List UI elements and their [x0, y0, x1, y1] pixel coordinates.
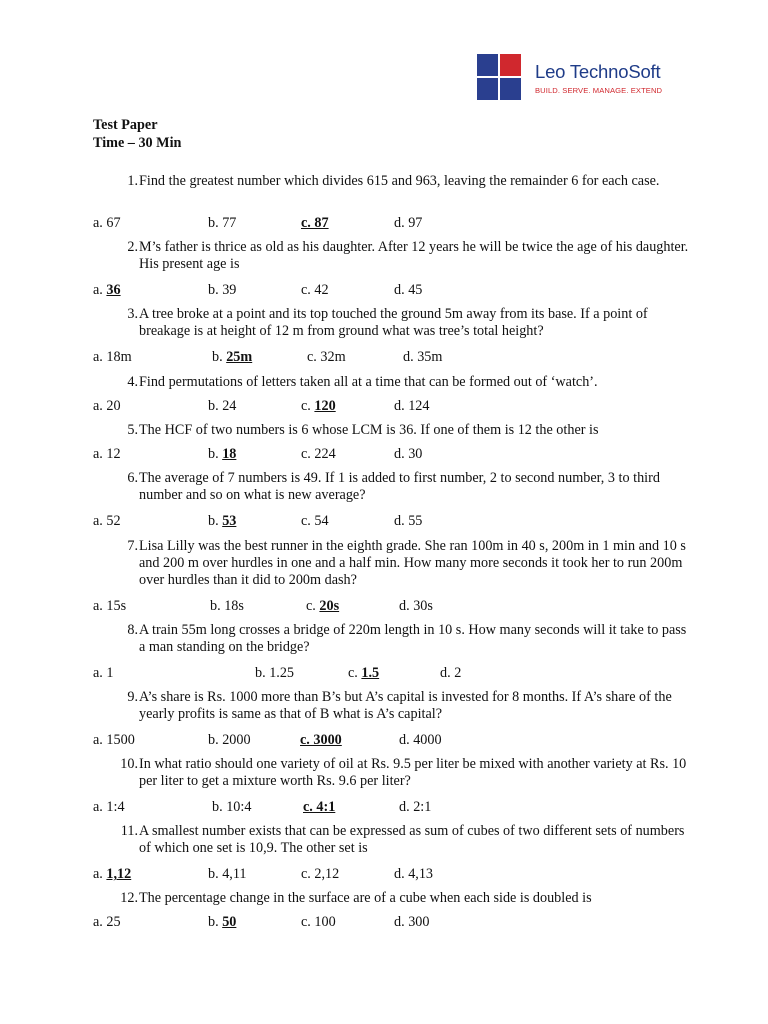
option-c: c. 1.5 — [348, 665, 380, 681]
correct-answer: 120 — [314, 398, 336, 414]
correct-answer: 1.5 — [361, 665, 380, 681]
question-3 — [114, 306, 694, 340]
question-text: The percentage change in the surface are of a cube when each side is doubled is — [139, 890, 592, 906]
question-number: 3. — [127, 306, 138, 322]
paper-time-limit: Time – 30 Min — [93, 135, 182, 151]
option-a: a. 15s — [93, 598, 127, 614]
question-number: 4. — [127, 374, 138, 390]
correct-answer: 50 — [222, 914, 237, 930]
correct-answer: 25m — [226, 349, 253, 365]
option-a: a. 18m — [93, 349, 132, 365]
option-d: d. 2:1 — [399, 799, 432, 815]
option-a: a. 52 — [93, 513, 121, 529]
option-d: d. 2 — [440, 665, 462, 681]
option-c — [301, 215, 329, 232]
correct-answer: 1,12 — [106, 866, 132, 882]
option-a: a. 1 — [93, 665, 114, 681]
option-c: c. 120 — [301, 398, 336, 414]
option-d: d. 124 — [394, 398, 430, 414]
option-b: b. 39 — [208, 282, 237, 298]
option-c: c. 42 — [301, 282, 329, 298]
option-a: a. 20 — [93, 398, 121, 414]
question-text: A’s share is Rs. 1000 more than B’s but A’s capital is invested for 8 months. If A’s share of the yearly profits is same as that of B what is A’s capital? — [139, 689, 672, 722]
option-c — [300, 732, 342, 749]
option-b: b. 18 — [208, 446, 237, 462]
question-2 — [114, 239, 694, 273]
option-d: d. 30 — [394, 446, 423, 462]
option-a: a. 36 — [93, 282, 121, 298]
logo-company-name: Leo TechnoSoft — [535, 61, 661, 82]
option-a: a. 1:4 — [93, 799, 125, 815]
option-b: b. 4,11 — [208, 866, 247, 882]
question-4 — [114, 374, 694, 391]
question-text: Find permutations of letters taken all at a time that can be formed out of ‘watch’. — [139, 374, 598, 390]
option-d: d. 35m — [403, 349, 443, 365]
question-5 — [114, 422, 694, 439]
option-d: d. 55 — [394, 513, 423, 529]
option-c: c. 100 — [301, 914, 336, 930]
question-text: A train 55m long crosses a bridge of 220m length in 10 s. How many seconds will it take to pass a man standing on the bridge? — [139, 622, 687, 655]
question-number: 1. — [127, 173, 138, 189]
option-b: b. 77 — [208, 215, 237, 231]
correct-answer: c. 4:1 — [303, 799, 336, 815]
option-c — [303, 799, 335, 816]
paper-title: Test Paper — [93, 117, 158, 133]
question-9 — [114, 689, 694, 723]
correct-answer: c. 87 — [301, 215, 329, 231]
option-a: a. 1500 — [93, 732, 135, 748]
correct-answer: 18 — [222, 446, 237, 462]
option-b: b. 10:4 — [212, 799, 252, 815]
option-d: d. 97 — [394, 215, 423, 231]
option-d: d. 45 — [394, 282, 423, 298]
question-11 — [114, 823, 694, 857]
option-b: b. 1.25 — [255, 665, 295, 681]
question-number: 5. — [127, 422, 138, 438]
question-number: 10. — [120, 756, 138, 772]
question-text: Find the greatest number which divides 615 and 963, leaving the remainder 6 for each case. — [139, 173, 660, 189]
question-12 — [114, 890, 694, 907]
option-b: b. 2000 — [208, 732, 251, 748]
question-text: In what ratio should one variety of oil at Rs. 9.5 per liter be mixed with another variety at Rs. 10 per liter to get a mixture worth Rs. 9.6 per liter? — [139, 756, 687, 789]
question-text: The average of 7 numbers is 49. If 1 is added to first number, 2 to second number, 3 to third number and so on what is new average? — [139, 470, 660, 503]
question-text: Lisa Lilly was the best runner in the eighth grade. She ran 100m in 40 s, 200m in 1 min and 10 s and 200 m over hurdles in one and a half min. How many more seconds it took her to run 200m over hurdles than it did to 200m dash? — [139, 538, 686, 588]
question-text: M’s father is thrice as old as his daughter. After 12 years he will be twice the age of his daughter. His present age is — [139, 239, 689, 272]
question-number: 12. — [120, 890, 138, 906]
question-6 — [114, 470, 694, 504]
question-number: 9. — [127, 689, 138, 705]
option-d: d. 4000 — [399, 732, 442, 748]
question-number: 11. — [120, 823, 138, 839]
logo-tagline: BUILD. SERVE. MANAGE. EXTEND — [535, 86, 663, 95]
company-logo — [477, 54, 677, 104]
option-b: b. 53 — [208, 513, 237, 529]
question-number: 6. — [127, 470, 138, 486]
option-b: b. 18s — [210, 598, 244, 614]
option-a: a. 25 — [93, 914, 121, 930]
option-c: c. 20s — [306, 598, 340, 614]
question-number: 7. — [127, 538, 138, 554]
option-d: d. 4,13 — [394, 866, 434, 882]
correct-answer: 53 — [222, 513, 237, 529]
option-b: b. 24 — [208, 398, 237, 414]
question-7 — [114, 538, 694, 589]
question-8 — [114, 622, 694, 656]
question-text: A tree broke at a point and its top touched the ground 5m away from its base. If a point of breakage is at height of 12 m from ground what was tree’s total height? — [139, 306, 648, 339]
option-a: a. 67 — [93, 215, 121, 231]
option-c: c. 32m — [307, 349, 346, 365]
option-a: a. 12 — [93, 446, 121, 462]
question-1 — [114, 173, 694, 190]
question-text: A smallest number exists that can be expressed as sum of cubes of two different sets of numbers of which one set is 10,9. The other set is — [139, 823, 685, 856]
option-d: d. 300 — [394, 914, 430, 930]
question-number: 8. — [127, 622, 138, 638]
option-d: d. 30s — [399, 598, 433, 614]
option-b: b. 50 — [208, 914, 237, 930]
option-c: c. 2,12 — [301, 866, 340, 882]
question-number: 2. — [127, 239, 138, 255]
correct-answer: c. 3000 — [300, 732, 342, 748]
option-b: b. 25m — [212, 349, 253, 365]
option-c: c. 54 — [301, 513, 329, 529]
question-text: The HCF of two numbers is 6 whose LCM is 36. If one of them is 12 the other is — [139, 422, 599, 438]
correct-answer: 20s — [319, 598, 340, 614]
logo-squares-icon — [477, 54, 522, 101]
question-10 — [114, 756, 694, 790]
option-a: a. 1,12 — [93, 866, 132, 882]
correct-answer: 36 — [106, 282, 121, 298]
option-c: c. 224 — [301, 446, 336, 462]
